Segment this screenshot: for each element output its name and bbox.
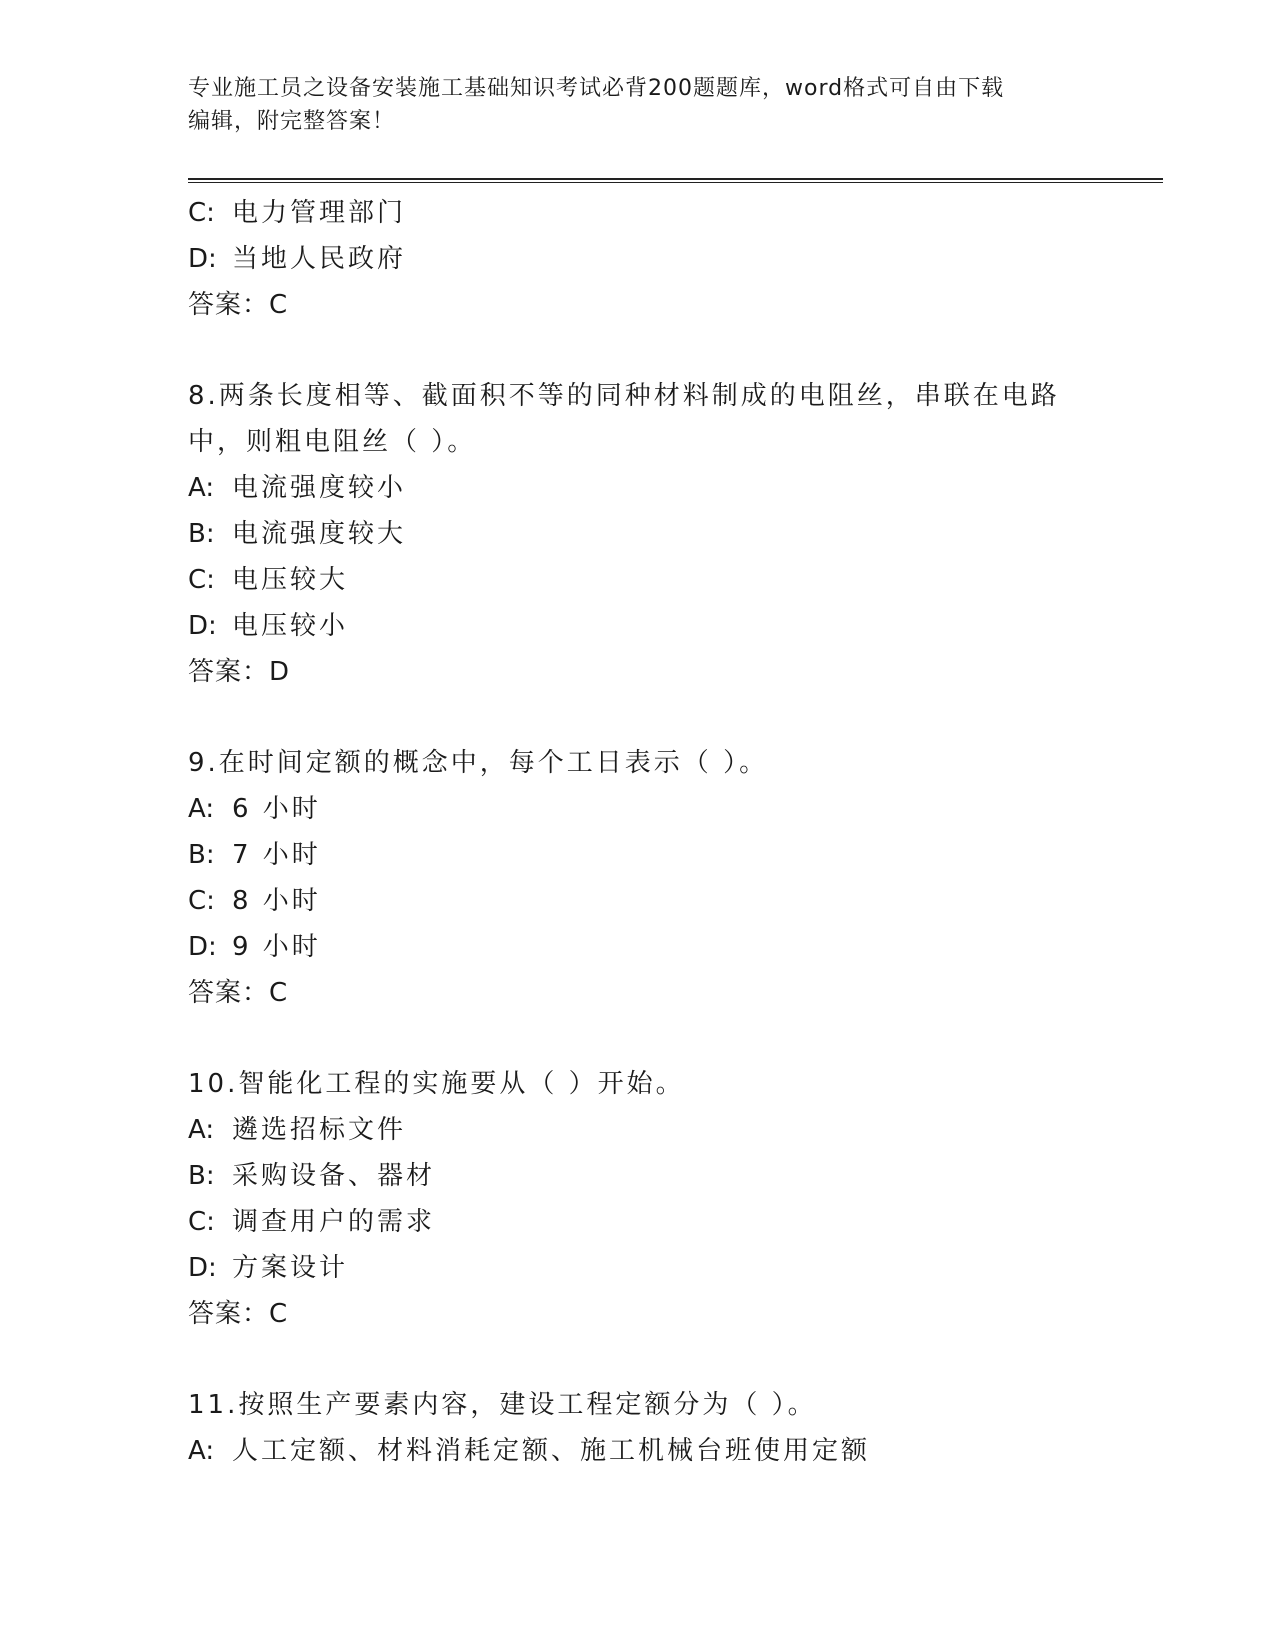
option-b — [188, 1153, 1088, 1199]
option-label: C: — [188, 886, 215, 916]
question-10 — [188, 1061, 1088, 1337]
option-label: D: — [188, 244, 217, 274]
option-text: 采购设备、器材 — [232, 1161, 436, 1191]
option-text: 电压较大 — [232, 565, 349, 595]
option-d — [188, 236, 1088, 282]
option-text: 9 小时 — [232, 932, 321, 962]
option-label: B: — [188, 840, 215, 870]
option-text: 8 小时 — [232, 886, 321, 916]
option-label: D: — [188, 932, 217, 962]
option-label: C: — [188, 1207, 215, 1237]
option-c — [188, 190, 1088, 236]
option-label: A: — [188, 1436, 215, 1466]
option-text: 电力管理部门 — [232, 198, 407, 228]
option-d — [188, 924, 1088, 970]
question-11 — [188, 1382, 1088, 1474]
header-divider-thick — [188, 178, 1163, 180]
carryover-question — [188, 190, 1088, 328]
header-line-1: 专业施工员之设备安装施工基础知识考试必背200题题库，word格式可自由下载 — [188, 76, 1005, 101]
option-c — [188, 1199, 1088, 1245]
option-label: C: — [188, 198, 215, 228]
question-stem: 9.在时间定额的概念中，每个工日表示（ ）。 — [188, 748, 769, 778]
option-label: A: — [188, 473, 215, 503]
answer-line: 答案：C — [188, 978, 289, 1008]
option-label: A: — [188, 794, 215, 824]
question-stem: 10.智能化工程的实施要从（ ）开始。 — [188, 1069, 685, 1099]
option-label: D: — [188, 1253, 217, 1283]
option-d — [188, 1245, 1088, 1291]
option-c — [188, 557, 1088, 603]
option-text: 人工定额、材料消耗定额、施工机械台班使用定额 — [232, 1436, 871, 1466]
option-label: B: — [188, 519, 215, 549]
question-list — [188, 190, 1088, 1474]
question-8 — [188, 373, 1088, 695]
question-stem: 8.两条长度相等、截面积不等的同种材料制成的电阻丝，串联在电路 — [188, 381, 1060, 411]
question-stem: 11.按照生产要素内容，建设工程定额分为（ ）。 — [188, 1390, 817, 1420]
option-a — [188, 1107, 1088, 1153]
answer-line: 答案：D — [188, 657, 291, 687]
option-text: 当地人民政府 — [232, 244, 407, 274]
option-label: B: — [188, 1161, 215, 1191]
option-b — [188, 832, 1088, 878]
option-text: 方案设计 — [232, 1253, 349, 1283]
header-divider-thin — [188, 182, 1163, 183]
question-9 — [188, 740, 1088, 1016]
option-b — [188, 511, 1088, 557]
answer-line: 答案：C — [188, 290, 289, 320]
option-text: 调查用户的需求 — [232, 1207, 436, 1237]
option-label: C: — [188, 565, 215, 595]
option-text: 电流强度较大 — [232, 519, 407, 549]
header-line-2: 编辑，附完整答案！ — [188, 109, 396, 134]
option-text: 电流强度较小 — [232, 473, 407, 503]
option-a — [188, 786, 1088, 832]
document-header — [188, 72, 1088, 138]
option-a — [188, 465, 1088, 511]
option-label: A: — [188, 1115, 215, 1145]
option-text: 电压较小 — [232, 611, 349, 641]
option-label: D: — [188, 611, 217, 641]
option-text: 7 小时 — [232, 840, 321, 870]
question-stem-continued: 中，则粗电阻丝（ ）。 — [188, 427, 477, 457]
answer-line: 答案：C — [188, 1299, 289, 1329]
option-c — [188, 878, 1088, 924]
option-d — [188, 603, 1088, 649]
option-text: 遴选招标文件 — [232, 1115, 407, 1145]
option-a — [188, 1428, 1088, 1474]
option-text: 6 小时 — [232, 794, 321, 824]
